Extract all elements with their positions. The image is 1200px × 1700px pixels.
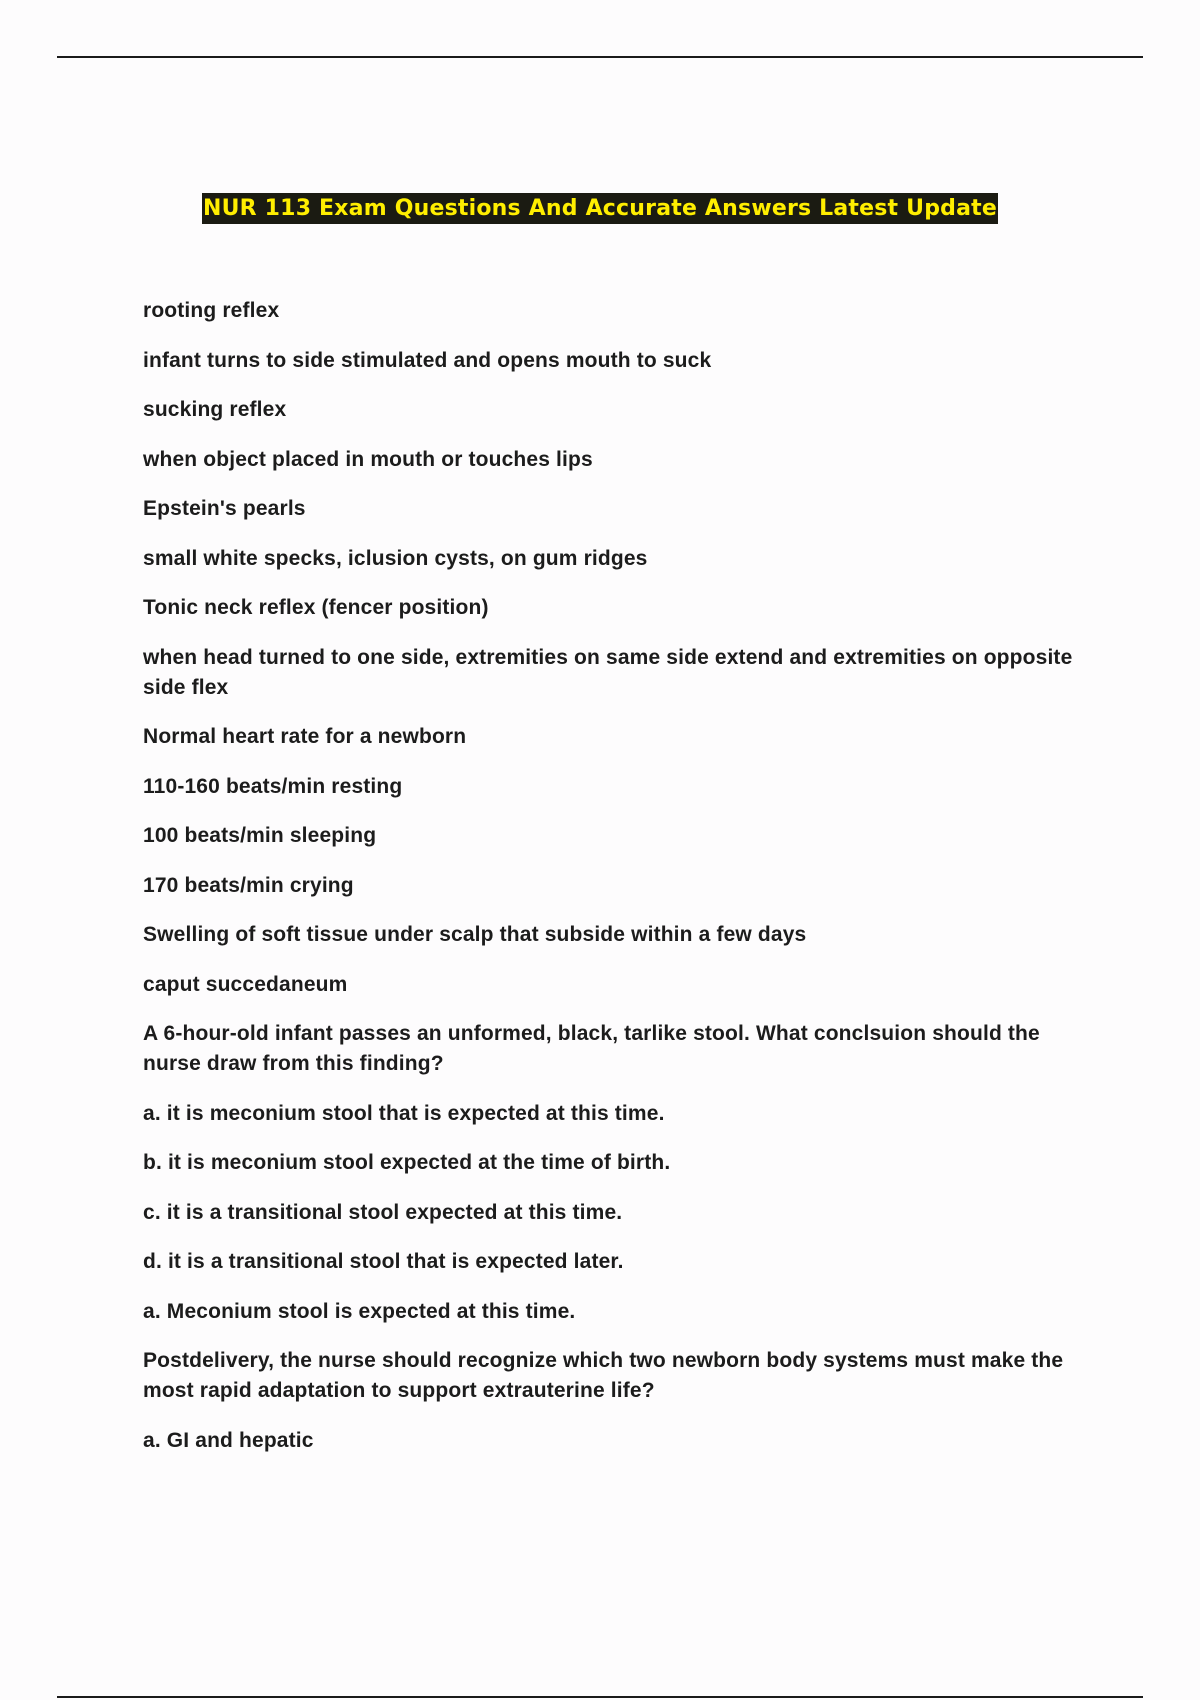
text-line: infant turns to side stimulated and opens mouth to suck xyxy=(143,348,712,372)
text-line: Tonic neck reflex (fencer position) xyxy=(143,596,489,619)
text-line: 110-160 beats/min resting xyxy=(143,774,403,798)
text-line: a. Meconium stool is expected at this time. xyxy=(143,1299,576,1323)
header-rule xyxy=(57,56,1143,58)
document-title: NUR 113 Exam Questions And Accurate Answers Latest Update xyxy=(202,193,998,224)
text-line: A 6-hour-old infant passes an unformed, black, tarlike stool. What conclsuion should the nurse draw from this finding? xyxy=(143,1022,1040,1075)
text-line: 100 beats/min sleeping xyxy=(143,824,377,847)
text-line: Normal heart rate for a newborn xyxy=(143,725,467,748)
document-body xyxy=(143,296,1103,1475)
text-line: when head turned to one side, extremities on same side extend and extremities on opposite side flex xyxy=(143,645,1073,699)
text-line: a. it is meconium stool that is expected at this time. xyxy=(143,1101,665,1125)
text-line: Swelling of soft tissue under scalp that subside within a few days xyxy=(143,923,807,946)
text-line: Postdelivery, the nurse should recognize which two newborn body systems must make the most rapid adaptation to support extrauterine life? xyxy=(143,1349,1064,1402)
text-line: a. GI and hepatic xyxy=(143,1428,314,1452)
text-line: d. it is a transitional stool that is expected later. xyxy=(143,1250,624,1273)
text-line: Epstein's pearls xyxy=(143,497,306,520)
text-line: caput succedaneum xyxy=(143,972,348,996)
text-line: when object placed in mouth or touches lips xyxy=(143,447,593,471)
text-line: c. it is a transitional stool expected at this time. xyxy=(143,1200,623,1224)
text-line: small white specks, iclusion cysts, on gum ridges xyxy=(143,546,648,570)
footer-rule xyxy=(57,1696,1143,1698)
text-line: rooting reflex xyxy=(143,299,280,322)
text-line: b. it is meconium stool expected at the time of birth. xyxy=(143,1151,671,1174)
title-container xyxy=(0,193,1200,224)
text-line: sucking reflex xyxy=(143,398,287,421)
text-line: 170 beats/min crying xyxy=(143,873,354,897)
